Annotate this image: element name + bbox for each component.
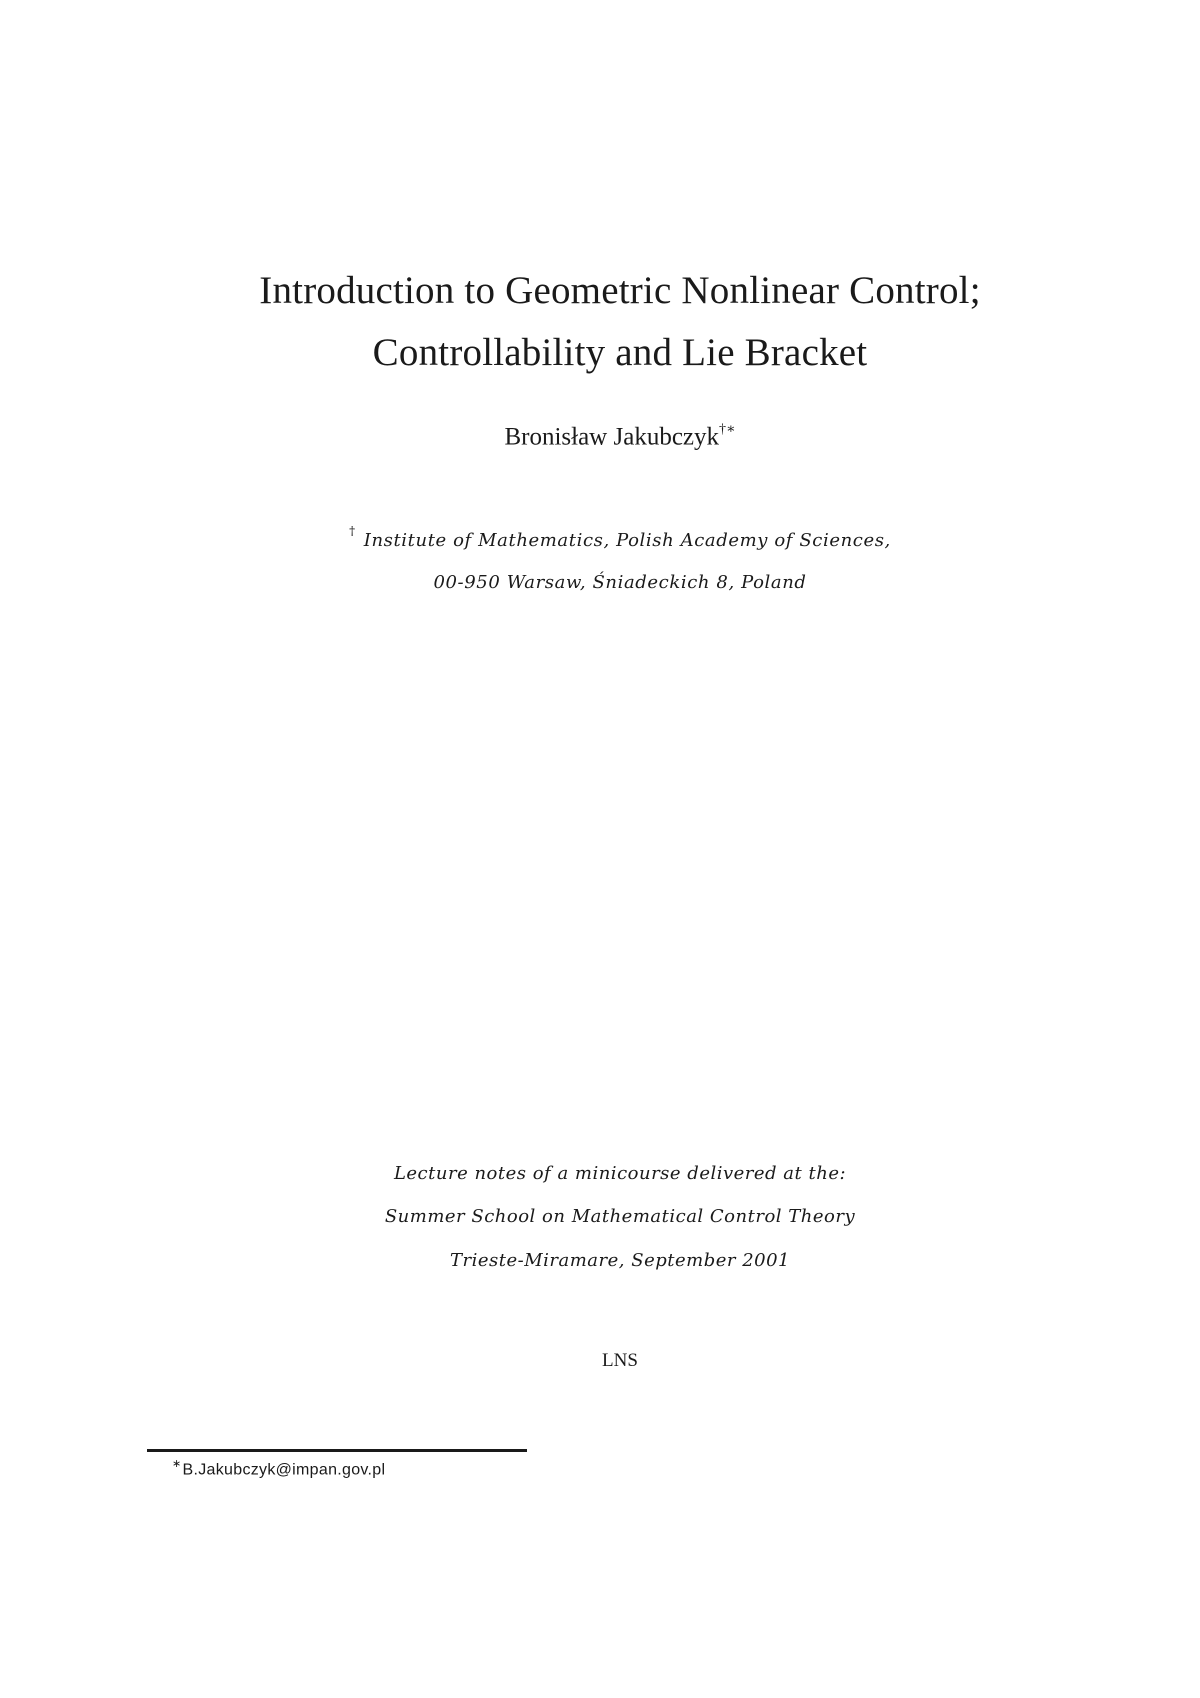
paper-title-line-1: Introduction to Geometric Nonlinear Control; [259, 269, 981, 312]
event-line-1: Lecture notes of a minicourse delivered at the: [393, 1163, 847, 1184]
publisher-label: LNS [602, 1350, 638, 1371]
paper-title-line-2: Controllability and Lie Bracket [372, 331, 868, 374]
footnote-divider [147, 1449, 527, 1452]
author-email: B.Jakubczyk@impan.gov.pl [182, 1461, 386, 1479]
footnote [172, 1458, 385, 1479]
author-footnote-marks: †∗ [719, 422, 736, 437]
event-line-2: Summer School on Mathematical Control Theory [384, 1206, 856, 1227]
author-name: Bronisław Jakubczyk [504, 423, 720, 451]
author-line [0, 423, 1200, 451]
footnote-mark: ∗ [172, 1458, 182, 1470]
event-line-3: Trieste-Miramare, September 2001 [449, 1250, 791, 1271]
affiliation-mark: † [349, 524, 356, 538]
affiliation-line-2: 00-950 Warsaw, Śniadeckich 8, Poland [433, 572, 807, 593]
affiliation-text-1: Institute of Mathematics, Polish Academy of Sciences, [363, 530, 891, 551]
affiliation-line-1 [0, 524, 1200, 551]
